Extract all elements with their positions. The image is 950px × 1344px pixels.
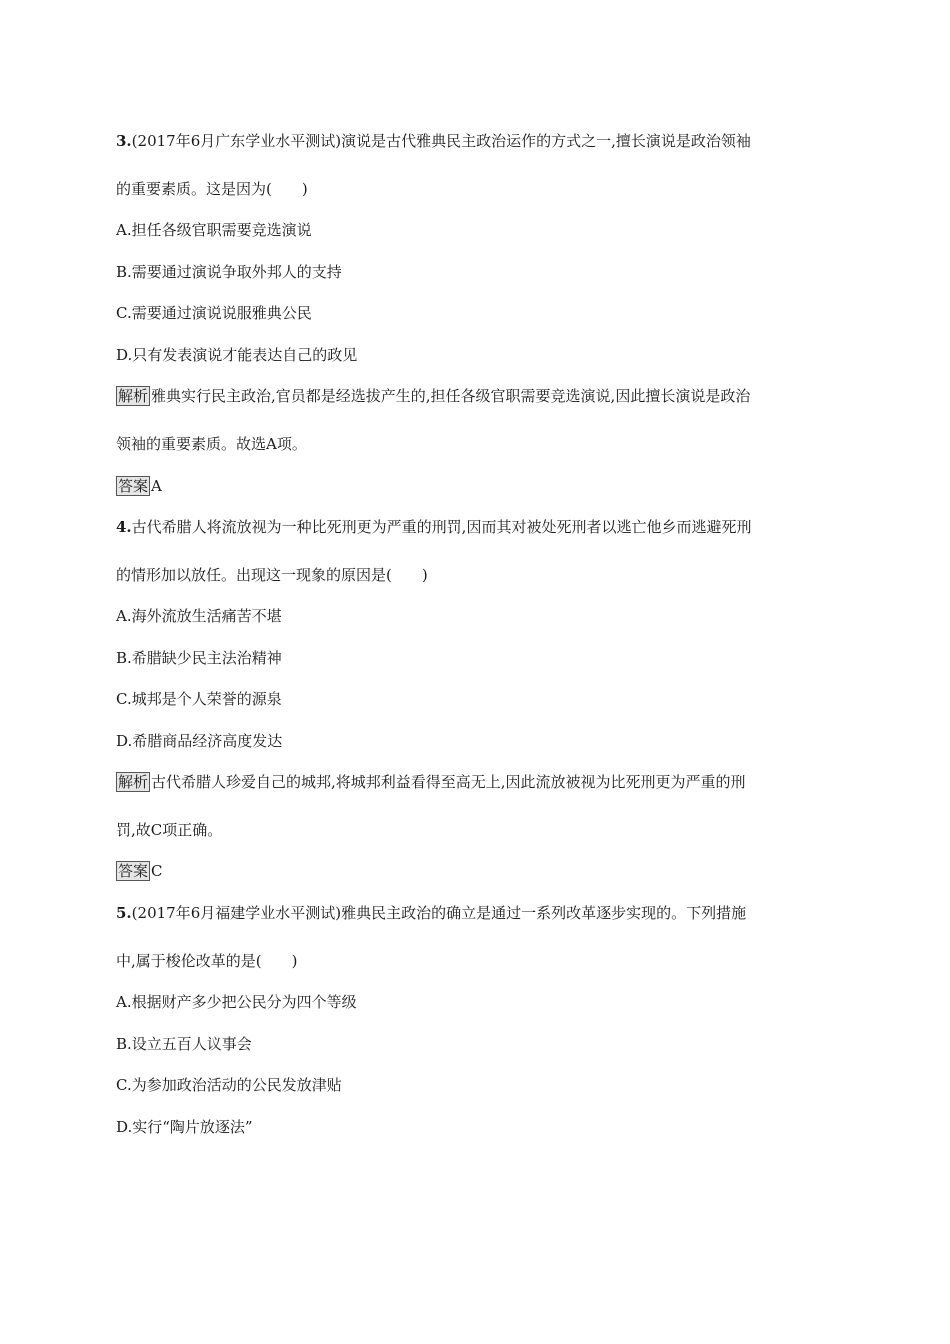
question-4-answer: C xyxy=(151,862,163,880)
question-3-option-c: C.需要通过演说说服雅典公民 xyxy=(116,304,312,322)
question-5-option-c: C.为参加政治活动的公民发放津贴 xyxy=(116,1076,342,1094)
question-3-analysis-line-1 xyxy=(116,385,750,407)
question-4-number: 4. xyxy=(116,518,132,536)
question-3-option-d: D.只有发表演说才能表达自己的政见 xyxy=(116,346,358,364)
question-4-analysis-text-1: 古代希腊人珍爱自己的城邦,将城邦利益看得至高无上,因此流放被视为比死刑更为严重的刑 xyxy=(151,773,746,791)
question-4-analysis-line-2: 罚,故C项正确。 xyxy=(116,821,223,839)
answer-label: 答案 xyxy=(118,862,149,880)
question-3-option-b: B.需要通过演说争取外邦人的支持 xyxy=(116,263,342,281)
question-3-answer-line xyxy=(116,475,162,497)
question-3-answer: A xyxy=(151,477,162,495)
analysis-label: 解析 xyxy=(118,387,149,405)
question-5-stem-line-2: 中,属于梭伦改革的是( ) xyxy=(116,952,298,970)
question-4-stem-text-1: 古代希腊人将流放视为一种比死刑更为严重的刑罚,因而其对被处死刑者以逃亡他乡而逃避死刑 xyxy=(131,518,752,536)
answer-label: 答案 xyxy=(118,477,149,495)
question-5-number: 5. xyxy=(116,904,132,922)
question-4-option-d: D.希腊商品经济高度发达 xyxy=(116,732,283,750)
question-3-stem-line-2: 的重要素质。这是因为( ) xyxy=(116,180,308,198)
question-4-option-c: C.城邦是个人荣誉的源泉 xyxy=(116,690,282,708)
question-4-option-a: A.海外流放生活痛苦不堪 xyxy=(116,607,282,625)
question-5-option-b: B.设立五百人议事会 xyxy=(116,1035,252,1053)
question-3-stem-line-1 xyxy=(116,130,751,152)
question-4-analysis-line-1 xyxy=(116,771,746,793)
question-3-analysis-text-1: 雅典实行民主政治,官员都是经选拔产生的,担任各级官职需要竞选演说,因此擅长演说是政治 xyxy=(151,387,751,405)
question-3-analysis-line-2: 领袖的重要素质。故选A项。 xyxy=(116,435,307,453)
question-3-stem-text-1: (2017年6月广东学业水平测试)演说是古代雅典民主政治运作的方式之一,擅长演说是政治领袖 xyxy=(131,132,751,150)
question-4-stem-line-1 xyxy=(116,516,751,538)
analysis-label: 解析 xyxy=(118,773,149,791)
question-4-option-b: B.希腊缺少民主法治精神 xyxy=(116,649,282,667)
question-5-stem-line-1 xyxy=(116,902,746,924)
question-5-option-d: D.实行“陶片放逐法” xyxy=(116,1118,253,1136)
question-4-stem-line-2: 的情形加以放任。出现这一现象的原因是( ) xyxy=(116,566,428,584)
question-5-option-a: A.根据财产多少把公民分为四个等级 xyxy=(116,993,357,1011)
question-4-answer-line xyxy=(116,860,163,882)
question-3-number: 3. xyxy=(116,132,132,150)
question-5-stem-text-1: (2017年6月福建学业水平测试)雅典民主政治的确立是通过一系列改革逐步实现的。下列措施 xyxy=(131,904,747,922)
question-3-option-a: A.担任各级官职需要竞选演说 xyxy=(116,221,312,239)
